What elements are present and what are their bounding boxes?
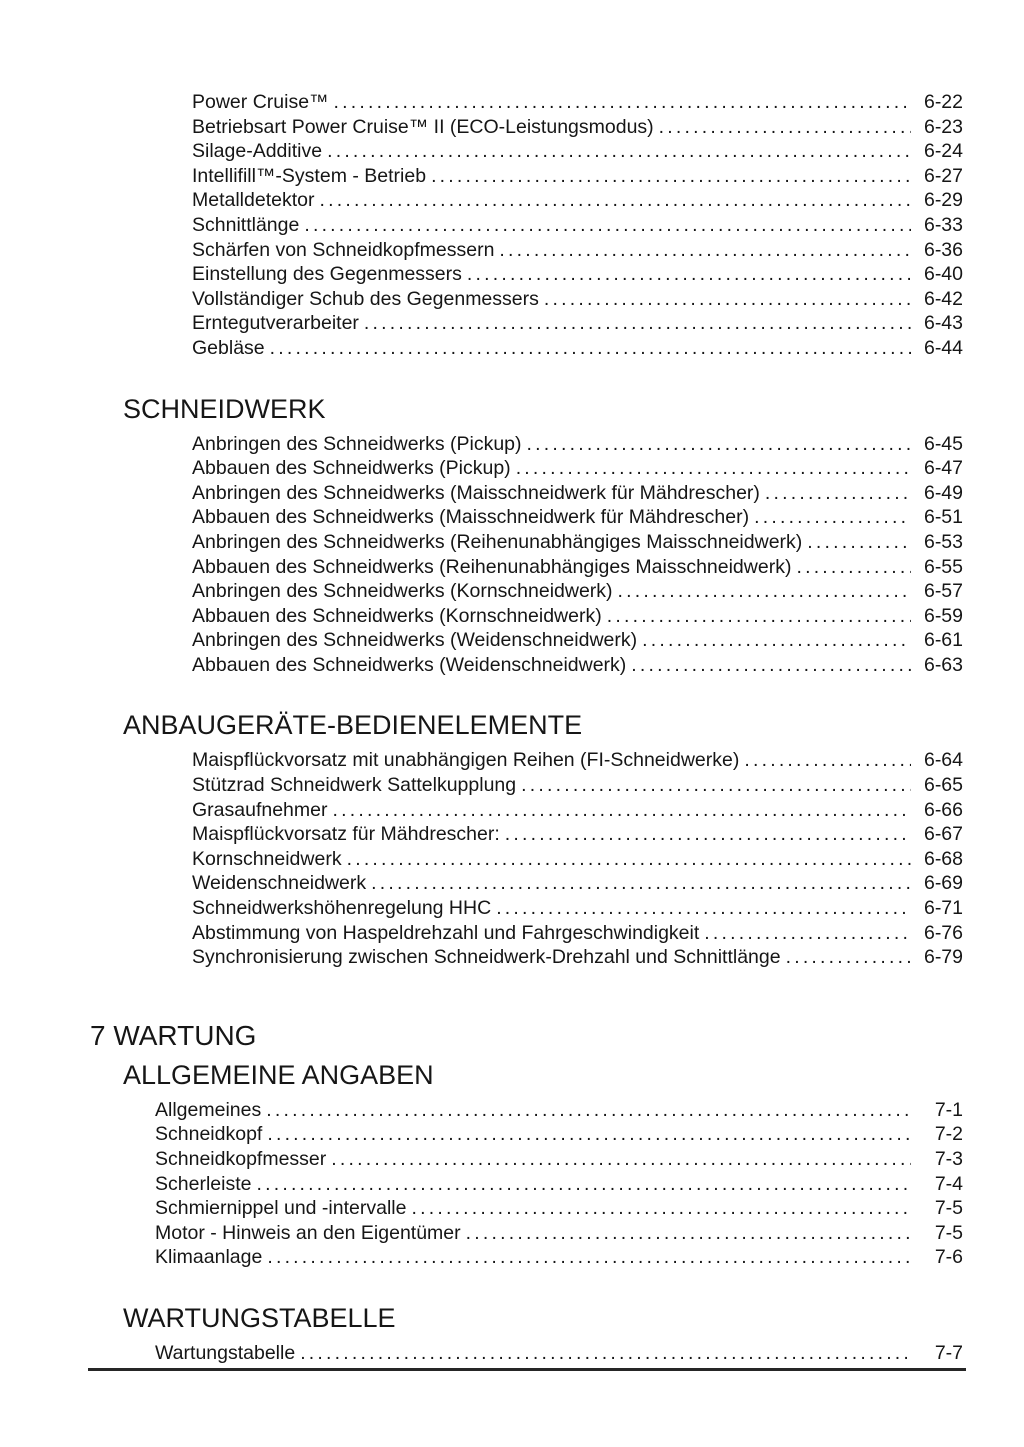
dot-leader [544,287,911,312]
toc-entry [192,139,963,164]
toc-entry-title: Abbauen des Schneidwerks (Weidenschneidwerk) [192,653,627,676]
toc-entry-title: Abbauen des Schneidwerks (Kornschneidwerk) [192,604,602,627]
dot-leader [467,262,911,287]
toc-entry-page: 7-7 [934,1341,963,1364]
toc-entry [155,1221,963,1246]
toc-entry-title: Metalldetektor [192,189,315,212]
toc-entry-title: Silage-Additive [192,140,323,163]
toc-entry-page: 6-67 [923,823,963,846]
toc-entry-page: 6-66 [923,798,963,821]
toc-entry [192,311,963,336]
toc-entry [192,921,963,946]
toc-entry [192,628,963,653]
toc-entry-page: 6-44 [923,336,963,359]
dot-leader [786,945,911,970]
toc-entry-title: Vollständiger Schub des Gegenmessers [192,287,539,310]
toc-entry-title: Abbauen des Schneidwerks (Maisschneidwerk für Mähdrescher) [192,506,750,529]
toc-entry [192,456,963,481]
toc-entry [192,579,963,604]
dot-leader [332,798,911,823]
toc-entry-page: 6-57 [923,580,963,603]
dot-leader [642,628,911,653]
toc-entry-page: 6-22 [923,91,963,113]
toc-entry-title: Scherleiste [155,1172,252,1195]
toc-entry-page: 6-43 [923,312,963,335]
toc-entry-page: 6-51 [923,506,963,529]
toc-entry [192,505,963,530]
dot-leader [618,579,911,604]
dot-leader [371,871,911,896]
toc-entry-title: Allgemeines [155,1098,262,1121]
dot-leader [807,530,911,555]
dot-leader [266,1098,911,1123]
toc-entry-title: Anbringen des Schneidwerks (Weidenschneidwerk) [192,629,638,652]
toc-entry [192,798,963,823]
toc-entry [192,336,963,361]
dot-leader [267,1122,911,1147]
toc-entry-title: Anbringen des Schneidwerks (Reihenunabhängiges Maisschneidwerk) [192,530,803,553]
toc-entry-page: 6-71 [923,897,963,920]
toc-entry-title: Kornschneidwerk [192,847,342,870]
dot-leader [516,456,911,481]
toc-entry-title: Schneidkopfmesser [155,1148,327,1170]
dot-leader [347,847,911,872]
toc-entry [155,1098,963,1123]
toc-entry-page: 7-6 [934,1246,963,1269]
dot-leader [499,238,911,263]
dot-leader [466,1221,911,1246]
dot-leader [327,139,911,164]
dot-leader [411,1196,911,1221]
toc-entry-page: 6-68 [923,847,963,870]
section-heading: ALLGEMEINE ANGABEN [123,1059,434,1090]
dot-leader [334,90,911,115]
toc-entry [192,555,963,580]
toc-entry [192,115,963,140]
toc-entry [192,653,963,678]
toc-entry [155,1341,963,1366]
toc-entry-title: Abstimmung von Haspeldrehzahl und Fahrgeschwindigkeit [192,921,700,944]
toc-entry [192,822,963,847]
toc-entry-page: 6-61 [923,629,963,652]
dot-leader [364,311,911,336]
toc-entry-page: 6-24 [923,140,963,163]
toc-entry [155,1147,963,1172]
toc-entry-list [155,1098,963,1270]
toc-entry-title: Synchronisierung zwischen Schneidwerk-Drehzahl und Schnittlänge [192,946,781,969]
toc-entry-title: Power Cruise™ [192,91,329,113]
dot-leader [496,896,911,921]
toc-entry [192,188,963,213]
toc-entry-title: Intellifill™-System - Betrieb [192,164,427,187]
dot-leader [704,921,911,946]
dot-leader [765,481,911,506]
toc-entry-title: Weidenschneidwerk [192,872,367,895]
toc-entry-page: 6-33 [923,213,963,236]
toc-entry-page: 7-3 [934,1148,963,1170]
toc-entry-title: Abbauen des Schneidwerks (Pickup) [192,457,511,480]
toc-entry [192,945,963,970]
toc-entry [192,90,963,115]
section-heading: ANBAUGERÄTE-BEDIENELEMENTE [123,710,583,741]
toc-entry-page: 6-40 [923,263,963,286]
toc-entry-page: 6-23 [923,115,963,138]
toc-entry [192,481,963,506]
dot-leader [796,555,911,580]
toc-entry-title: Stützrad Schneidwerk Sattelkupplung [192,774,517,797]
dot-leader [319,188,911,213]
toc-entry-list [192,432,963,678]
toc-entry [155,1122,963,1147]
toc-entry [192,773,963,798]
toc-entry-title: Schnittlänge [192,213,300,236]
toc-entry-page: 6-27 [923,164,963,187]
toc-entry-page: 7-1 [934,1098,963,1121]
toc-entry-title: Motor - Hinweis an den Eigentümer [155,1221,461,1244]
toc-entry-title: Betriebsart Power Cruise™ II (ECO-Leistungsmodus) [192,115,654,138]
toc-entry [155,1245,963,1270]
toc-entry [192,164,963,189]
dot-leader [521,773,911,798]
toc-entry-page: 6-69 [923,872,963,895]
dot-leader [300,1341,911,1366]
footer-rule [88,1368,966,1371]
toc-entry-title: Wartungstabelle [155,1341,296,1364]
toc-entry-page: 6-64 [923,749,963,772]
toc-entry-title: Abbauen des Schneidwerks (Reihenunabhängiges Maisschneidwerk) [192,555,792,578]
toc-entry [192,896,963,921]
chapter-heading: 7 WARTUNG [90,1019,257,1051]
toc-entry-list [155,1341,963,1366]
toc-entry-page: 7-2 [934,1123,963,1146]
dot-leader [607,604,911,629]
toc-entry-page: 6-76 [923,921,963,944]
toc-entry-list [192,90,963,361]
dot-leader [431,164,911,189]
toc-entry [192,262,963,287]
toc-entry-list [192,748,963,969]
toc-entry-page: 6-36 [923,238,963,261]
toc-entry [192,847,963,872]
toc-entry [192,287,963,312]
toc-entry-page: 6-47 [923,457,963,480]
toc-entry-page: 6-65 [923,774,963,797]
dot-leader [659,115,911,140]
toc-entry [192,213,963,238]
toc-entry-title: Anbringen des Schneidwerks (Pickup) [192,432,522,455]
toc-entry [192,748,963,773]
toc-entry-title: Schneidwerkshöhenregelung HHC [192,897,492,920]
toc-entry [192,604,963,629]
dot-leader [267,1245,911,1270]
toc-entry-title: Erntegutverarbeiter [192,312,359,335]
toc-entry-page: 6-63 [923,653,963,676]
toc-entry-page: 6-49 [923,481,963,504]
toc-entry-title: Schmiernippel und -intervalle [155,1197,407,1220]
dot-leader [527,432,911,457]
toc-entry-page: 6-45 [923,432,963,455]
toc-entry-title: Maispflückvorsatz mit unabhängigen Reihen (FI-Schneidwerke) [192,749,740,772]
dot-leader [744,748,911,773]
toc-entry-page: 6-79 [923,946,963,969]
dot-leader [331,1147,911,1172]
toc-entry-title: Einstellung des Gegenmessers [192,263,462,286]
dot-leader [505,822,911,847]
toc-entry-title: Anbringen des Schneidwerks (Kornschneidwerk) [192,580,613,603]
toc-entry [192,871,963,896]
toc-entry-title: Grasaufnehmer [192,798,328,821]
toc-entry [155,1196,963,1221]
toc-entry-title: Schneidkopf [155,1123,263,1146]
toc-entry-title: Maispflückvorsatz für Mähdrescher: [192,823,500,846]
toc-entry-page: 7-5 [934,1221,963,1244]
toc-entry-page: 7-4 [934,1172,963,1195]
toc-entry-page: 6-53 [923,530,963,553]
dot-leader [631,653,911,678]
dot-leader [256,1172,911,1197]
dot-leader [304,213,911,238]
toc-entry-title: Schärfen von Schneidkopfmessern [192,238,495,261]
section-heading: WARTUNGSTABELLE [123,1302,396,1333]
dot-leader [270,336,911,361]
toc-entry [192,238,963,263]
toc-entry-page: 7-5 [934,1197,963,1220]
toc-entry-title: Anbringen des Schneidwerks (Maisschneidwerk für Mähdrescher) [192,481,760,504]
toc-entry [192,432,963,457]
toc-entry-page: 6-29 [923,189,963,212]
toc-entry-title: Klimaanlage [155,1246,263,1269]
toc-entry [155,1172,963,1197]
toc-entry-title: Gebläse [192,336,265,359]
dot-leader [754,505,911,530]
section-heading: SCHNEIDWERK [123,393,326,424]
toc-entry-page: 6-42 [923,287,963,310]
toc-entry-page: 6-59 [923,604,963,627]
toc-entry-page: 6-55 [923,555,963,578]
toc-entry [192,530,963,555]
